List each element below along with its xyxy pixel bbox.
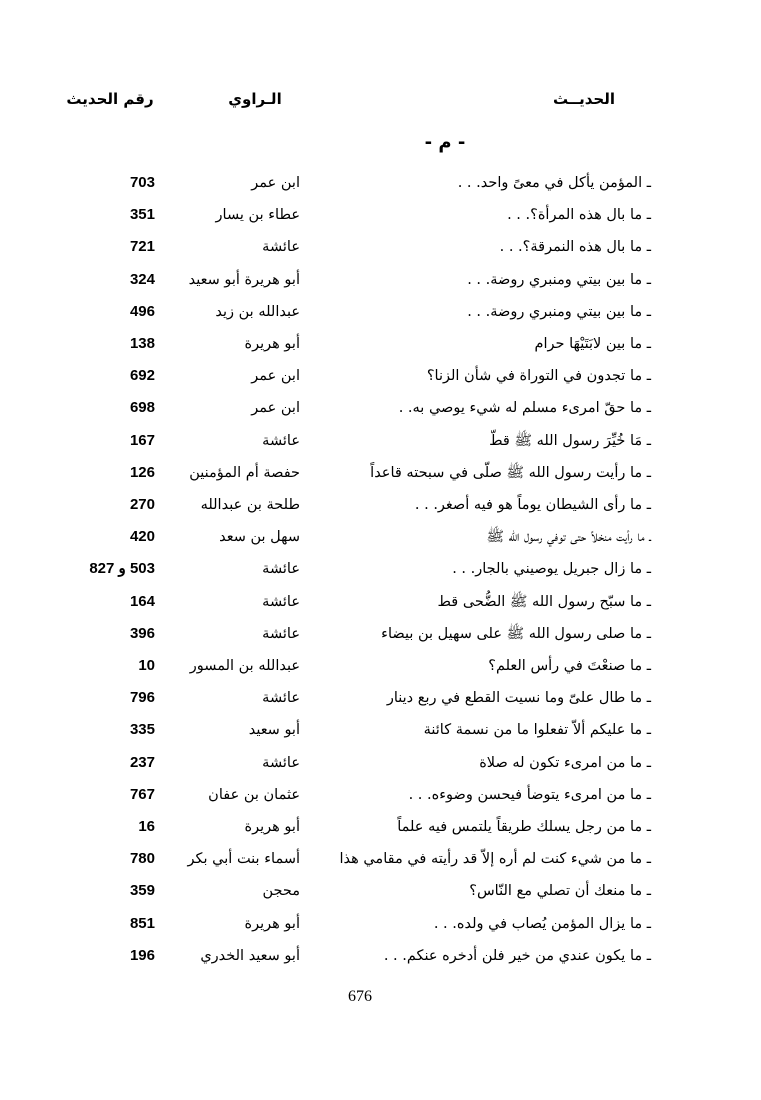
narrator-name: عائشة bbox=[262, 593, 300, 610]
hadith-text: ـ ما من رجل يسلك طريقاً يلتمس فيه علماً bbox=[397, 819, 651, 835]
hadith-text: ـ مَا خُيِّرَ رسول الله ﷺ قطّ bbox=[489, 432, 651, 449]
hadith-number: 270 bbox=[129, 496, 155, 513]
index-row bbox=[0, 717, 761, 749]
hadith-number: 767 bbox=[129, 785, 155, 803]
hadith-number: 698 bbox=[129, 399, 155, 417]
hadith-number: 692 bbox=[129, 367, 155, 385]
hadith-number: 16 bbox=[138, 818, 155, 835]
column-header-hadith: الحديــث bbox=[552, 90, 615, 108]
hadith-text: ـ ما صلى رسول الله ﷺ على سهيل بن بيضاء bbox=[381, 625, 651, 642]
index-row bbox=[0, 556, 761, 588]
hadith-text: ـ ما رأى الشيطان يوماً هو فيه أصغر. . . bbox=[414, 497, 651, 513]
index-row bbox=[0, 363, 761, 395]
narrator-name: أبو هريرة bbox=[244, 819, 300, 835]
index-row bbox=[0, 943, 761, 975]
narrator-name: أبو هريرة bbox=[244, 915, 300, 932]
narrator-name: عائشة bbox=[262, 239, 300, 256]
hadith-text: ـ ما عليكم ألاّ تفعلوا ما من نسمة كائنة bbox=[423, 722, 651, 739]
index-row bbox=[0, 621, 761, 653]
hadith-text: ـ ما رأيت منخلاً حتى توفي رسول الله ﷺ bbox=[486, 529, 651, 546]
hadith-number: 237 bbox=[129, 753, 155, 771]
hadith-number: 721 bbox=[129, 238, 155, 256]
index-row bbox=[0, 395, 761, 427]
hadith-number: 324 bbox=[129, 270, 155, 288]
hadith-number: 496 bbox=[129, 302, 155, 320]
narrator-name: عائشة bbox=[262, 754, 300, 771]
index-row bbox=[0, 299, 761, 331]
hadith-number: 167 bbox=[129, 431, 155, 449]
hadith-text: ـ ما حقّ امرىء مسلم له شيء يوصي به. . bbox=[398, 400, 651, 417]
hadith-text: ـ ما صنعْتَ في رأس العلم؟ bbox=[488, 658, 651, 674]
index-row bbox=[0, 814, 761, 846]
hadith-text: ـ ما يزال المؤمن يُصاب في ولده. . . bbox=[433, 915, 651, 932]
hadith-number: 359 bbox=[129, 882, 155, 900]
hadith-text: ـ ما تجدون في التوراة في شأن الزنا؟ bbox=[426, 368, 651, 385]
narrator-name: أبو هريرة أبو سعيد bbox=[188, 271, 300, 288]
hadith-number: 335 bbox=[129, 721, 155, 739]
hadith-number: 396 bbox=[129, 624, 155, 642]
hadith-number: 126 bbox=[129, 463, 155, 481]
narrator-name: أبو هريرة bbox=[244, 336, 300, 352]
hadith-number: 196 bbox=[129, 946, 155, 964]
hadith-text: ـ ما طال علىّ وما نسيت القطع في ربع دينار bbox=[386, 690, 651, 707]
hadith-text: ـ ما رأيت رسول الله ﷺ صلّى في سبحته قاعداً bbox=[370, 464, 651, 481]
column-header-number: رقم الحديث bbox=[66, 90, 154, 108]
narrator-name: عائشة bbox=[262, 561, 300, 578]
narrator-name: أسماء بنت أبي بكر bbox=[187, 851, 300, 868]
index-row bbox=[0, 782, 761, 814]
narrator-name: حفصة أم المؤمنين bbox=[189, 464, 300, 481]
hadith-number: 503 و 827 bbox=[89, 560, 155, 578]
index-row bbox=[0, 685, 761, 717]
index-row bbox=[0, 202, 761, 234]
narrator-name: أبو سعيد bbox=[248, 722, 300, 739]
hadith-number: 851 bbox=[129, 914, 155, 932]
hadith-text: ـ ما زال جبريل يوصيني بالجار. . . bbox=[452, 561, 651, 578]
hadith-number: 351 bbox=[129, 206, 155, 224]
narrator-name: أبو سعيد الخدري bbox=[200, 947, 300, 964]
index-row bbox=[0, 653, 761, 685]
hadith-text: ـ المؤمن يأكل في معىً واحد. . . bbox=[457, 175, 651, 191]
hadith-number: 780 bbox=[129, 850, 155, 868]
hadith-text: ـ ما سبّح رسول الله ﷺ الضُّحى قط bbox=[437, 593, 651, 610]
narrator-name: عطاء بن يسار bbox=[215, 207, 300, 224]
narrator-name: محجن bbox=[262, 883, 300, 900]
index-row bbox=[0, 524, 761, 556]
narrator-name: عائشة bbox=[262, 690, 300, 707]
narrator-name: ابن عمر bbox=[251, 175, 300, 191]
index-row bbox=[0, 170, 761, 202]
hadith-text: ـ ما بين لابَتَيْهَا حرام bbox=[534, 336, 651, 352]
narrator-name: سهل بن سعد bbox=[219, 529, 300, 546]
hadith-text: ـ ما من امرىء تكون له صلاة bbox=[479, 754, 651, 771]
index-row bbox=[0, 911, 761, 943]
index-row bbox=[0, 234, 761, 266]
index-row bbox=[0, 267, 761, 299]
page-number: 676 bbox=[348, 988, 372, 1005]
narrator-name: عائشة bbox=[262, 432, 300, 449]
hadith-text: ـ ما بين بيتي ومنبري روضة. . . bbox=[467, 303, 651, 320]
narrator-name: ابن عمر bbox=[251, 368, 300, 385]
narrator-name: ابن عمر bbox=[251, 400, 300, 417]
hadith-number: 10 bbox=[138, 657, 155, 674]
index-row bbox=[0, 589, 761, 621]
index-row bbox=[0, 846, 761, 878]
index-row bbox=[0, 750, 761, 782]
narrator-name: عائشة bbox=[262, 625, 300, 642]
index-row bbox=[0, 492, 761, 524]
index-row bbox=[0, 428, 761, 460]
hadith-text: ـ ما يكون عندي من خير فلن أدخره عنكم. . . bbox=[383, 947, 651, 964]
hadith-text: ـ ما من شيء كنت لم أره إلاّ قد رأيته في مقامي هذا bbox=[339, 851, 651, 868]
narrator-name: عثمان بن عفان bbox=[208, 786, 300, 803]
hadith-number: 796 bbox=[129, 689, 155, 707]
narrator-name: طلحة بن عبدالله bbox=[200, 497, 300, 513]
hadith-number: 703 bbox=[129, 174, 155, 191]
hadith-number: 164 bbox=[129, 592, 155, 610]
column-header-narrator: الـراوي bbox=[228, 90, 282, 108]
narrator-name: عبدالله بن زيد bbox=[215, 303, 300, 320]
index-row bbox=[0, 331, 761, 363]
hadith-text: ـ ما منعك أن تصلي مع النّاس؟ bbox=[469, 883, 651, 900]
index-row bbox=[0, 878, 761, 910]
hadith-text: ـ ما بال هذه النمرقة؟. . . bbox=[499, 239, 651, 256]
hadith-text: ـ ما بال هذه المرأة؟. . . bbox=[507, 207, 651, 224]
index-row bbox=[0, 460, 761, 492]
hadith-number: 420 bbox=[129, 528, 155, 546]
hadith-text: ـ ما من امرىء يتوضأ فيحسن وضوءه. . . bbox=[408, 786, 651, 803]
section-letter: - م - bbox=[424, 132, 466, 153]
narrator-name: عبدالله بن المسور bbox=[189, 658, 300, 674]
hadith-text: ـ ما بين بيتي ومنبري روضة. . . bbox=[467, 271, 651, 288]
hadith-number: 138 bbox=[129, 335, 155, 352]
